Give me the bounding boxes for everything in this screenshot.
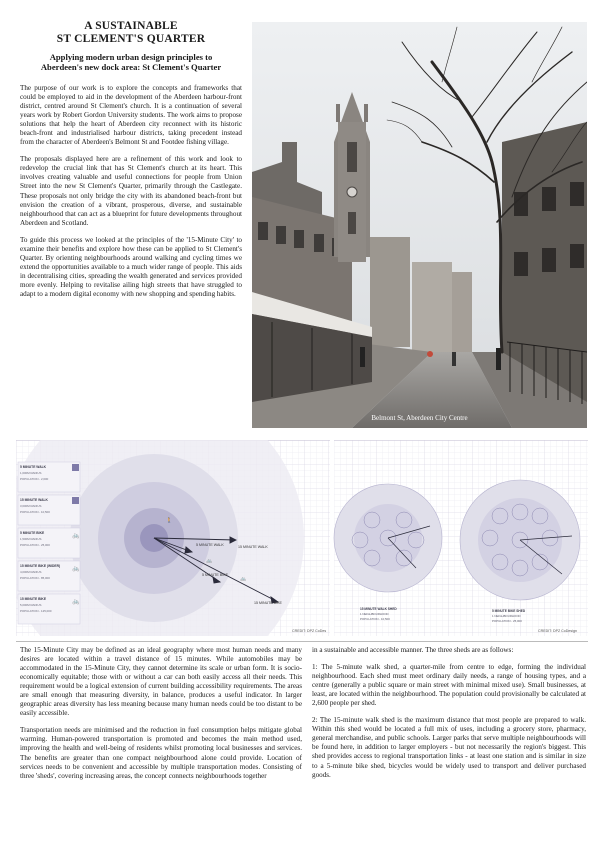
legend-line: POPULATION - 85,000: [20, 576, 50, 580]
legend-entry: [18, 528, 80, 558]
shed-b-line2: 1 NEIGHBOURHOOD: [492, 614, 521, 618]
body-right-paragraph-2: 2: The 15-minute walk shed is the maximum distance that most people are prepared to walk. Within this shed would be located a full mix of uses, including a grocery store, pharmacy, general merchandise, and public schools. Larger parks that serve multiple neighbourhoods will be found here, in addition to larger employers - but not necessarily the region's biggest. This shed provides access to regional transportation links - at least one station and is similar in size to a 5-minute bike shed, bicycles would be widely used to transport and deliver purchased goods.: [312, 716, 586, 779]
body-left-paragraph-2: Transportation needs are minimised and the reduction in fuel consumption helps mitigate global warming. Human-powered transportation is promoted and becomes the main method used, improving the health and well-being of residents whilst promoting local businesses and services. The benefits are greater than one compact neighbourhood alone could provide. Location of services needs to be convenient and accessible by multiple transportation modes. Consisting of three 'sheds', covering increasing areas, the concept connects neighbourhoods together: [20, 726, 302, 780]
legend-title: 5 MINUTE BIKE: [20, 531, 45, 535]
credit-right: CREDIT: DPZ CoDesign: [538, 629, 577, 633]
photo-caption: Belmont St, Aberdeen City Centre: [371, 414, 468, 422]
bike-icon-1: 🚲: [206, 558, 213, 564]
legend-entry: [18, 462, 80, 492]
legend-line: POPULATION - 2,600: [20, 477, 49, 481]
walker-icon-1: 🚶: [166, 518, 173, 524]
legend-title: 15 MINUTE BIKE (WIDER): [20, 564, 61, 568]
legend-entry: [18, 561, 80, 591]
shed-diagram-svg: [16, 440, 588, 636]
legend-title: 15 MINUTE WALK: [20, 498, 48, 502]
body-left-column: [20, 646, 302, 789]
legend-line: 1,500M RADIUS: [20, 537, 42, 541]
shed-a-line3: POPULATION - 10,500: [360, 617, 390, 621]
title-line-2: ST CLEMENT'S QUARTER: [56, 33, 206, 45]
bike-icon: 🚲: [72, 566, 80, 572]
bike-icon-2: 🚲: [240, 576, 247, 582]
label-bike5: 5 MINUTE BIKE: [202, 573, 228, 577]
page-title: [20, 20, 242, 46]
body-right-column: [312, 646, 586, 788]
legend-line: 3,600M RADIUS: [20, 504, 42, 508]
legend-line: POPULATION - 10,500: [20, 510, 50, 514]
legend: [18, 462, 80, 624]
legend-line: POPULATION - 125,000: [20, 609, 52, 613]
fifteen-minute-city-diagram: [16, 440, 588, 636]
page-subtitle: [20, 52, 242, 72]
section-divider: [16, 641, 588, 642]
intro-paragraph-3: To guide this process we looked at the principles of the '15-Minute City' to examine their benefits and explore how these can be applied to St Clement's Quarter. By orienting neighbourhoods around walking and cycling times we extend the opportunities available to a much wider range of people. This aids in decentralising cities, spreading the wealth generated and services provided more evenly. Helping to revitalise ailing high streets that have struggled to adapt to a modern digital economy with new shopping and spending habits.: [20, 235, 242, 298]
shed-a-line2: 1 NEIGHBOURHOOD: [360, 612, 389, 616]
shed-a-title: 15 MINUTE WALK SHED: [360, 607, 397, 611]
subtitle-line-1: Applying modern urban design principles to: [49, 52, 213, 62]
belmont-street-photo: [252, 22, 587, 428]
bike-icon: 🚲: [72, 599, 80, 605]
legend-entry: [18, 495, 80, 525]
intro-paragraph-2: The proposals displayed here are a refinement of this work and look to redevelop the crucial link that has St Clement's church at its heart. This involves creating valuable and useful connections for people from Union Street into the new St Clement's Quarter, primarily through the Castlegate. These proposals not only bridge the city with its abandoned beach-front but envision the creation of a vibrant, prosperous, diverse, and sustainable neighbourhood that can act as a blueprint for future developments throughout Aberdeen and Scotland.: [20, 155, 242, 227]
intro-column: [20, 84, 242, 307]
body-right-paragraph-0: in a sustainable and accessible manner. The three sheds are as follows:: [312, 646, 514, 654]
label-bike15: 15 MINUTE BIKE: [254, 601, 282, 605]
legend-title: 15 MINUTE BIKE: [20, 597, 47, 601]
bike-icon: 🚲: [72, 533, 80, 539]
street-scene-illustration: [252, 22, 587, 428]
legend-entry: [18, 594, 80, 624]
shed-b-title: 5 MINUTE BIKE SHED: [492, 609, 526, 613]
body-left-paragraph-1: The 15-Minute City may be defined as an ideal geography where most human needs and many desires are located within a travel distance of 15 minutes. While automobiles may be accommodated in the 15-Minute City, they cannot determine its scale or urban form. It is socio-economically equitable; those with or without a car can both easily access all their needs. This requirement would be a logical extension of current building accessibility requirements. The areas are small enough that measuring diversity, in balance, produces a useful indicator. In larger geographic areas diversity has less meaning because many human needs could be too distant to be easily accessible.: [20, 646, 302, 718]
credit-left: CREDIT: DPZ CoDes: [292, 629, 327, 633]
legend-line: 1,600M RADIUS: [20, 471, 42, 475]
legend-title: 5 MINUTE WALK: [20, 465, 47, 469]
label-walk15: 15 MINUTE WALK: [238, 545, 268, 549]
label-walk5: 5 MINUTE WALK: [196, 543, 224, 547]
legend-line: 4,000M RADIUS: [20, 570, 42, 574]
intro-paragraph-1: The purpose of our work is to explore the concepts and frameworks that could be employed to aid in the development of the Aberdeen harbour-front district, centred around St Clement's church. It is a continuation of several years work by Robert Gordon University students. The work aims to propose solutions that help the heart of Aberdeen city reconnect with its historic beach-front and industrialised harbour districts, taking precedent instead from the character of Aberdeen's Belmont St and Footdee fishing village.: [20, 84, 242, 147]
subtitle-line-2: Aberdeen's new dock area: St Clement's Quarter: [40, 62, 222, 72]
legend-line: POPULATION - 25,000: [20, 543, 50, 547]
body-right-paragraph-1: 1: The 5-minute walk shed, a quarter-mile from centre to edge, forming the individual neighbourhood. Each shed must meet ordinary daily needs, a range of housing types, and a centre (generally a public square or main street with minimal mixed use). Small businesses, at least, are located within the neighbourhood. The population could provisionally be calculated at 2,600 people per shed.: [312, 663, 586, 708]
legend-line: 5,000M RADIUS: [20, 603, 42, 607]
title-line-1: A SUSTAINABLE: [84, 20, 178, 32]
shed-b-line3: POPULATION - 25,000: [492, 619, 522, 623]
